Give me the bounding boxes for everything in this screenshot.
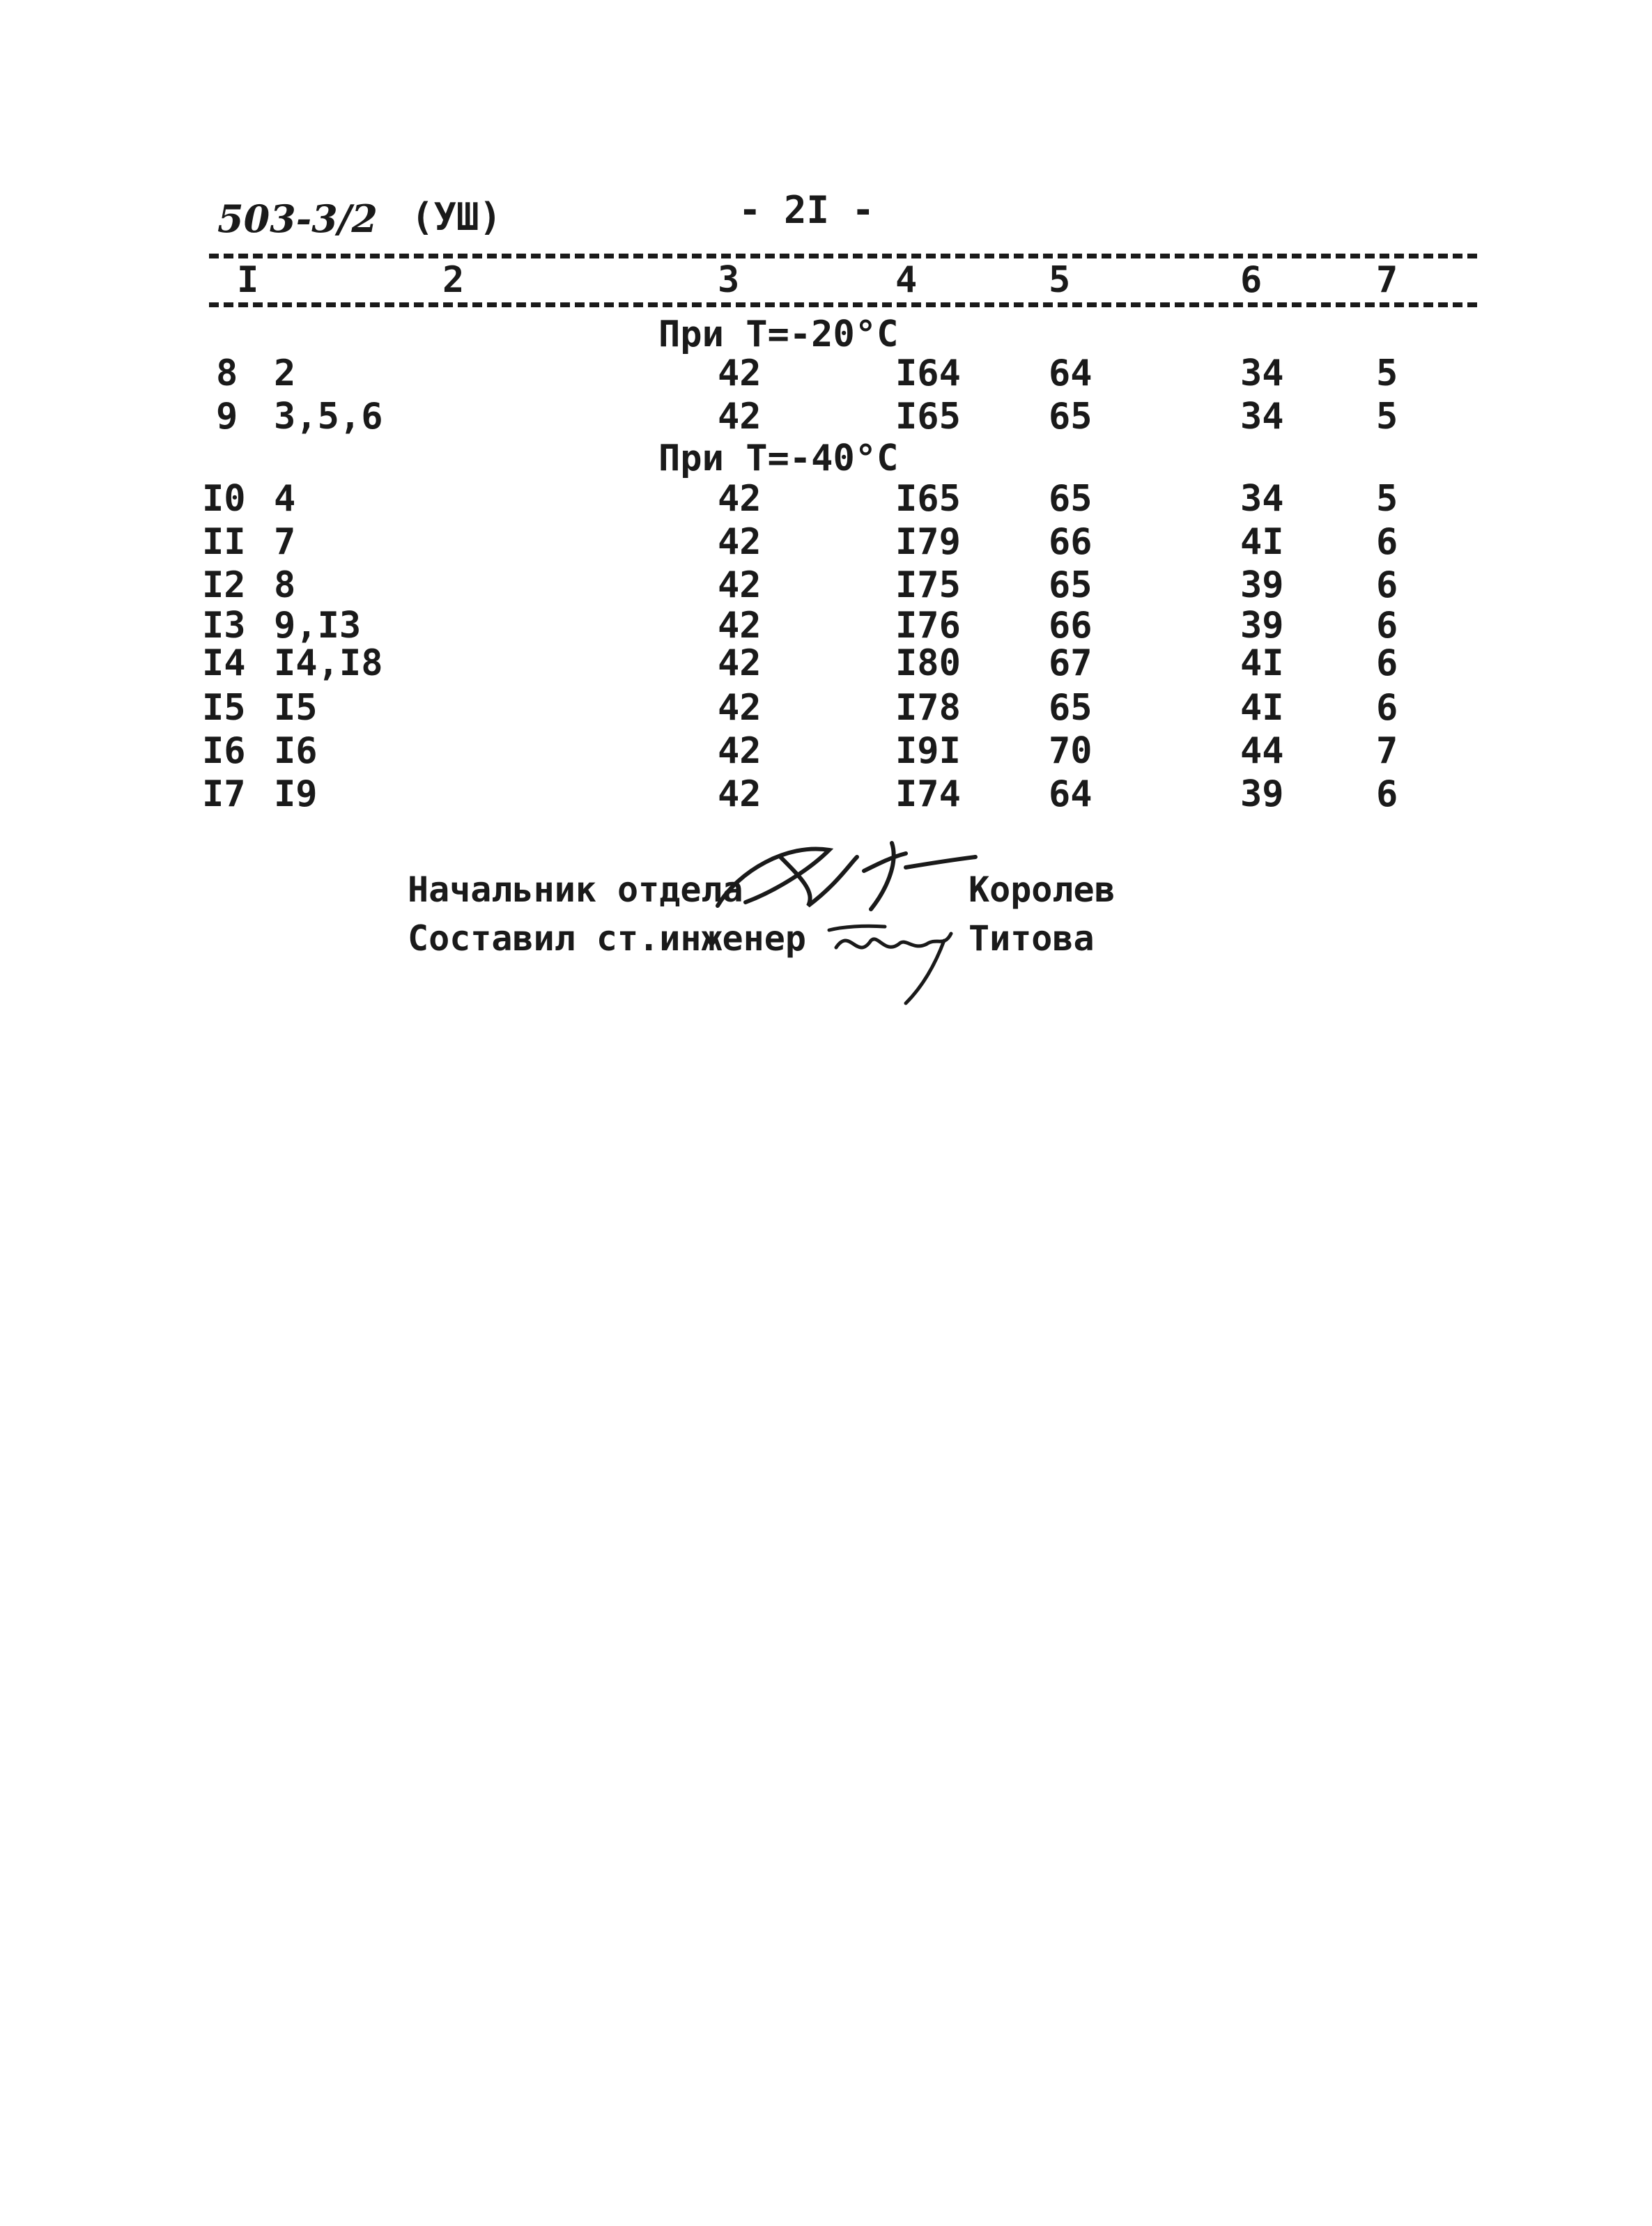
cell: 8 <box>274 564 296 606</box>
cell: 5 <box>1376 396 1398 438</box>
cell: 65 <box>1049 478 1093 520</box>
document-code: 503-3/2 <box>217 196 378 241</box>
column-header-7: 7 <box>1376 259 1398 301</box>
cell: 65 <box>1049 396 1093 438</box>
section-title: При Т=-20°C <box>658 314 899 355</box>
cell: II <box>202 521 246 563</box>
cell: 7 <box>1376 730 1398 772</box>
column-header-2: 2 <box>442 259 465 301</box>
column-header-3: 3 <box>718 259 740 301</box>
cell: 64 <box>1049 353 1093 394</box>
cell: I4,I8 <box>274 642 383 684</box>
cell: I80 <box>895 642 961 684</box>
cell: 70 <box>1049 730 1093 772</box>
signature-role: Начальник отдела <box>408 869 743 910</box>
handwritten-signature <box>822 906 975 1010</box>
cell: 42 <box>718 773 762 815</box>
cell: I5 <box>274 687 318 729</box>
volume-label: (УШ) <box>411 195 502 239</box>
cell: 39 <box>1240 773 1284 815</box>
cell: 42 <box>718 730 762 772</box>
cell: I6 <box>274 730 318 772</box>
cell: 42 <box>718 353 762 394</box>
cell: I65 <box>895 478 961 520</box>
cell: I64 <box>895 353 961 394</box>
cell: 5 <box>1376 353 1398 394</box>
cell: 42 <box>718 478 762 520</box>
cell: I78 <box>895 687 961 729</box>
cell: 6 <box>1376 521 1398 563</box>
cell: 34 <box>1240 353 1284 394</box>
cell: 4 <box>274 478 296 520</box>
cell: I74 <box>895 773 961 815</box>
cell: 2 <box>274 353 296 394</box>
cell: 3,5,6 <box>274 396 383 438</box>
column-header-6: 6 <box>1240 259 1263 301</box>
table-top-rule <box>209 254 1477 258</box>
cell: 6 <box>1376 773 1398 815</box>
signature-role: Составил ст.инженер <box>408 918 806 959</box>
cell: I9 <box>274 773 318 815</box>
section-title: При Т=-40°C <box>658 438 899 479</box>
cell: 6 <box>1376 642 1398 684</box>
page-number: - 2I - <box>739 188 875 232</box>
cell: 65 <box>1049 564 1093 606</box>
cell: I76 <box>895 605 961 647</box>
cell: 65 <box>1049 687 1093 729</box>
cell: 7 <box>274 521 296 563</box>
cell: 42 <box>718 521 762 563</box>
cell: I9I <box>895 730 961 772</box>
cell: 39 <box>1240 564 1284 606</box>
cell: 66 <box>1049 605 1093 647</box>
cell: I3 <box>202 605 246 647</box>
cell: I7 <box>202 773 246 815</box>
cell: 42 <box>718 564 762 606</box>
cell: I6 <box>202 730 246 772</box>
cell: 4I <box>1240 642 1284 684</box>
cell: 42 <box>718 687 762 729</box>
cell: I5 <box>202 687 246 729</box>
table-header-rule <box>209 302 1477 307</box>
cell: 4I <box>1240 687 1284 729</box>
cell: 9 <box>216 396 238 438</box>
cell: 6 <box>1376 564 1398 606</box>
signature-name: Королев <box>968 869 1116 910</box>
cell: 66 <box>1049 521 1093 563</box>
cell: 34 <box>1240 396 1284 438</box>
cell: I2 <box>202 564 246 606</box>
cell: 34 <box>1240 478 1284 520</box>
cell: 44 <box>1240 730 1284 772</box>
cell: 4I <box>1240 521 1284 563</box>
cell: 6 <box>1376 687 1398 729</box>
column-header-5: 5 <box>1049 259 1071 301</box>
cell: 6 <box>1376 605 1398 647</box>
cell: I65 <box>895 396 961 438</box>
cell: I0 <box>202 478 246 520</box>
cell: 42 <box>718 605 762 647</box>
column-header-4: 4 <box>895 259 918 301</box>
cell: 39 <box>1240 605 1284 647</box>
cell: 64 <box>1049 773 1093 815</box>
cell: I75 <box>895 564 961 606</box>
cell: I79 <box>895 521 961 563</box>
signature-name: Титова <box>968 918 1095 959</box>
cell: I4 <box>202 642 246 684</box>
cell: 42 <box>718 396 762 438</box>
cell: 9,I3 <box>274 605 362 647</box>
cell: 8 <box>216 353 238 394</box>
cell: 5 <box>1376 478 1398 520</box>
cell: 67 <box>1049 642 1093 684</box>
cell: 42 <box>718 642 762 684</box>
column-header-1: I <box>237 259 259 301</box>
